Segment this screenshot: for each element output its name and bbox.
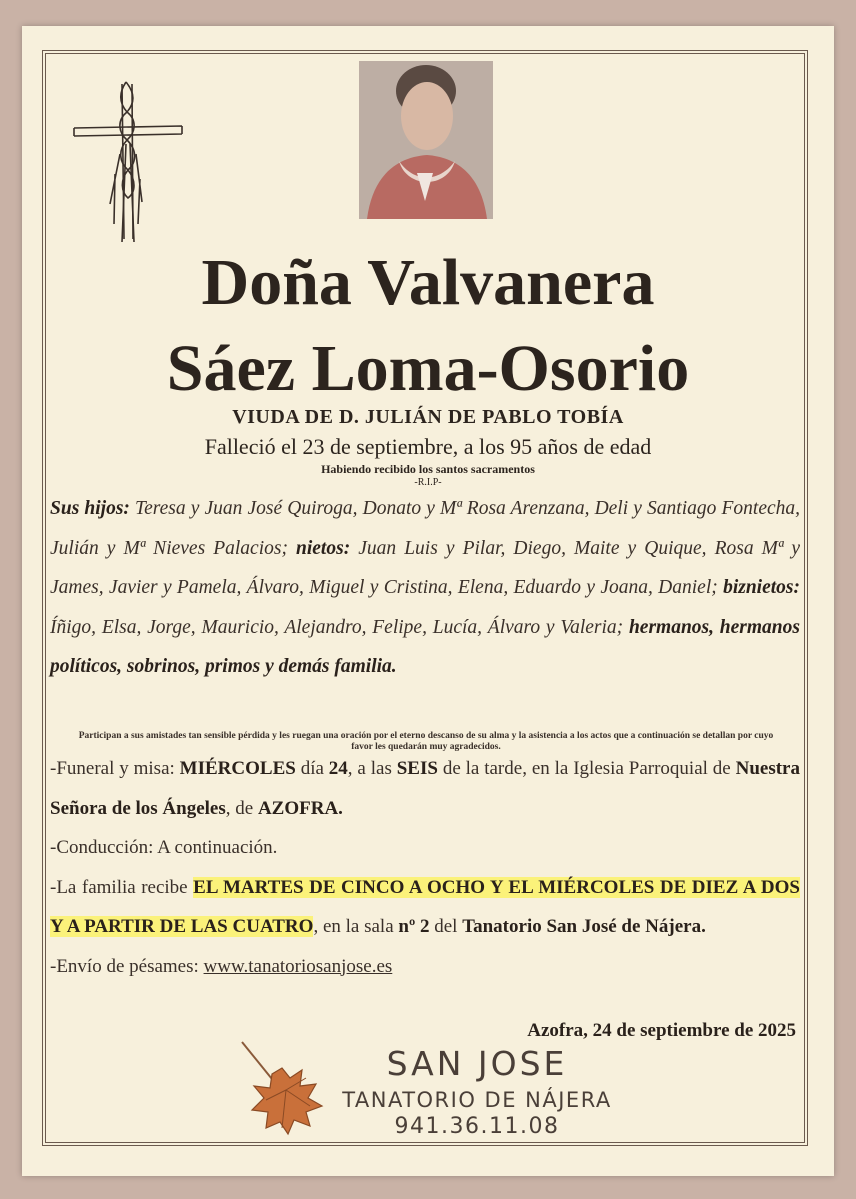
widow-line: VIUDA DE D. JULIÁN DE PABLO TOBÍA <box>232 406 624 428</box>
room-number: nº 2 <box>398 916 430 937</box>
death-date-line: Falleció el 23 de septiembre, a los 95 años de edad <box>204 434 652 459</box>
brand-name: SAN JOSE <box>386 1044 568 1083</box>
grandchildren-text: Juan Luis y Pilar, Diego, Maite y Quique, Rosa Mª y James, Javier y Pamela, Álvaro, Miguel y Cristina, Elena, Eduardo y Joana, Daniel; <box>50 537 800 598</box>
funeral-line <box>50 749 800 828</box>
funeral-text: -Funeral y misa: <box>50 758 180 779</box>
reception-text: del <box>429 916 463 937</box>
funeral-time: SEIS <box>396 758 438 779</box>
children-text: Teresa y Juan José Quiroga, Donato y Mª Rosa Arenzana, Deli y Santiago Fontecha, Julián y Mª Nieves Palacios; <box>50 498 801 559</box>
deceased-portrait-photo <box>359 61 493 219</box>
sacraments-line: Habiendo recibido los santos sacramentos <box>321 462 535 476</box>
brand-subtitle: TANATORIO DE NÁJERA <box>342 1088 612 1112</box>
funeral-home-name: Tanatorio San José de Nájera. <box>462 916 706 937</box>
funeral-text: día <box>295 758 329 779</box>
great-grandchildren-text: Íñigo, Elsa, Jorge, Mauricio, Alejandro, Felipe, Lucía, Álvaro y Valeria; <box>50 616 629 638</box>
acts-section <box>50 749 800 986</box>
funeral-church: Nuestra Señora de los Ángeles <box>50 758 800 819</box>
grandchildren-label: nietos: <box>296 537 351 559</box>
family-paragraph <box>50 489 800 687</box>
participation-note: Participan a sus amistades tan sensible pérdida y les ruegan una oración por el eterno descanso de su alma y la asistencia a los actos que a continuación se detallan por cuyo favor les quedarán muy agradecidos. <box>78 731 774 752</box>
funeral-town: AZOFRA. <box>257 797 343 819</box>
maple-leaf-logo-icon <box>236 1038 328 1138</box>
funeral-text: de la tarde, en la Iglesia Parroquial de <box>437 758 736 779</box>
deceased-name-line1: Doña Valvanera <box>201 246 655 319</box>
family-reception-line <box>50 868 800 947</box>
funeral-date: 24 <box>328 758 348 779</box>
condolences-line <box>50 947 800 987</box>
reception-hours-highlight: EL MARTES DE CINCO A OCHO Y EL MIÉRCOLES DE DIEZ A DOS Y A PARTIR DE LAS CUATRO <box>50 876 800 937</box>
reception-text: , en la sala <box>313 916 399 937</box>
brand-phone: 941.36.11.08 <box>394 1114 560 1139</box>
condolences-link[interactable]: www.tanatoriosanjose.es <box>203 955 393 977</box>
other-family-text: hermanos, hermanos políticos, sobrinos, primos y demás familia. <box>50 616 800 677</box>
rip-line: -R.I.P- <box>414 477 442 488</box>
children-label: Sus hijos: <box>50 498 130 519</box>
funeral-text: , a las <box>347 758 397 779</box>
reception-text: -La familia recibe <box>50 876 194 898</box>
funeral-text: , de <box>225 797 258 819</box>
great-grandchildren-label: biznietos: <box>723 577 800 598</box>
conduction-line: -Conducción: A continuación. <box>50 837 278 858</box>
place-date-line: Azofra, 24 de septiembre de 2025 <box>527 1020 796 1041</box>
funeral-day: MIÉRCOLES <box>179 758 296 779</box>
cross-wheat-icon <box>70 74 190 244</box>
condolences-label: -Envío de pésames: <box>50 955 204 977</box>
deceased-name-line2: Sáez Loma-Osorio <box>166 332 690 405</box>
obituary-sheet <box>22 26 834 1176</box>
